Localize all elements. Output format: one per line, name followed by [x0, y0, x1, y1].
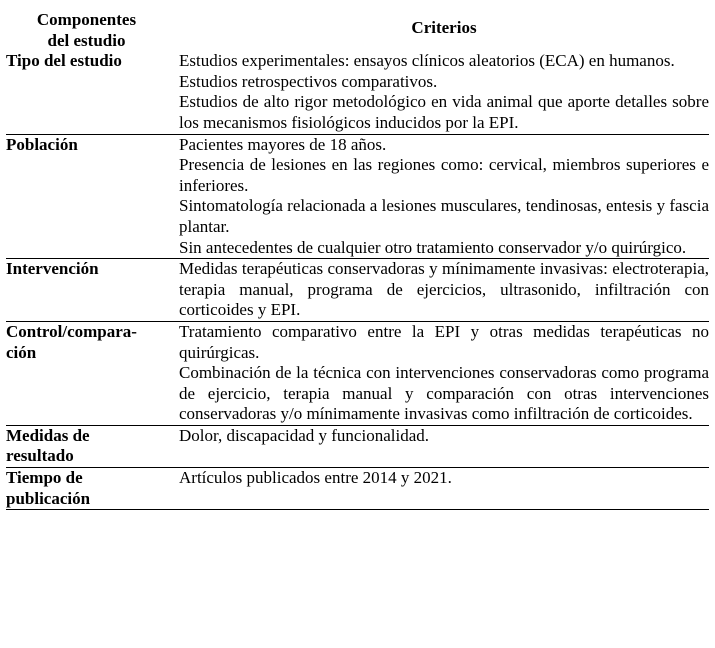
row-label-line: Tiempo de [6, 468, 83, 488]
table-header-row [6, 4, 709, 51]
criterion-item: Pacientes mayores de 18 años. [179, 134, 387, 154]
criterion-item: Sintomatología relacionada a lesiones musculares, tendinosas, entesis y fascia plantar. [179, 196, 709, 236]
criterion-item: Estudios de alto rigor metodológico en vida animal que aporte detalles sobre los mecanismos fisiológicos inducidos por la EPI. [179, 92, 709, 132]
row-intervencion [6, 259, 709, 322]
row-label-line: Medidas de [6, 425, 90, 445]
row-criteria-intervencion [179, 259, 709, 322]
criterion-item: Estudios experimentales: ensayos clínicos aleatorios (ECA) en humanos. [179, 51, 675, 71]
row-tiempo-publicacion [6, 468, 709, 510]
criterion-item: Sin antecedentes de cualquier otro tratamiento conservador y/o quirúrgico. [179, 237, 687, 257]
row-label-intervencion: Intervención [6, 259, 99, 279]
criterion-item: Artículos publicados entre 2014 y 2021. [179, 468, 452, 488]
header-criteria: Criterios [411, 18, 477, 38]
criterion-item: Dolor, discapacidad y funcionalidad. [179, 425, 429, 445]
row-label-line: resultado [6, 446, 74, 466]
row-label-line: ción [6, 342, 37, 362]
header-components-line1: Componentes [36, 10, 137, 29]
criterion-item: Tratamiento comparativo entre la EPI y otras medidas terapéuticas no quirúrgicas. [179, 321, 709, 362]
criterion-item: Estudios retrospectivos comparativos. [179, 71, 438, 91]
row-criteria-medidas-resultado [179, 425, 709, 467]
criterion-item: Presencia de lesiones en las regiones como: cervical, miembros superiores e inferiores. [179, 155, 709, 195]
row-poblacion [6, 134, 709, 259]
row-label-control-comparacion [6, 321, 179, 425]
row-medidas-resultado [6, 425, 709, 467]
criterion-item: Combinación de la técnica con intervenciones conservadoras como programa de ejercicio, terapia manual y comparación con otras intervenciones conservadoras y/o mínimamente invasivas como infiltración de corticoides. [179, 363, 709, 424]
row-control-comparacion [6, 321, 709, 425]
row-label-poblacion: Población [6, 134, 78, 154]
row-label-tipo-estudio: Tipo del estudio [6, 51, 122, 71]
criterion-item: Medidas terapéuticas conservadoras y mínimamente invasivas: electroterapia, terapia manual, programa de ejercicios, ultrasonido, infiltración con corticoides y EPI. [179, 259, 709, 320]
row-label-tiempo-publicacion [6, 468, 179, 510]
criteria-table [6, 4, 709, 510]
row-tipo-estudio [6, 51, 709, 134]
row-criteria-tiempo-publicacion [179, 468, 709, 510]
row-criteria-control-comparacion [179, 321, 709, 425]
header-components [6, 4, 179, 51]
row-criteria-tipo-estudio [179, 51, 709, 134]
row-criteria-poblacion [179, 134, 709, 259]
row-label-line: publicación [6, 488, 91, 508]
row-label-medidas-resultado [6, 425, 179, 467]
criteria-table-container [6, 4, 709, 510]
header-components-line2: del estudio [47, 30, 126, 50]
row-label-line: Control/compara- [6, 321, 137, 341]
